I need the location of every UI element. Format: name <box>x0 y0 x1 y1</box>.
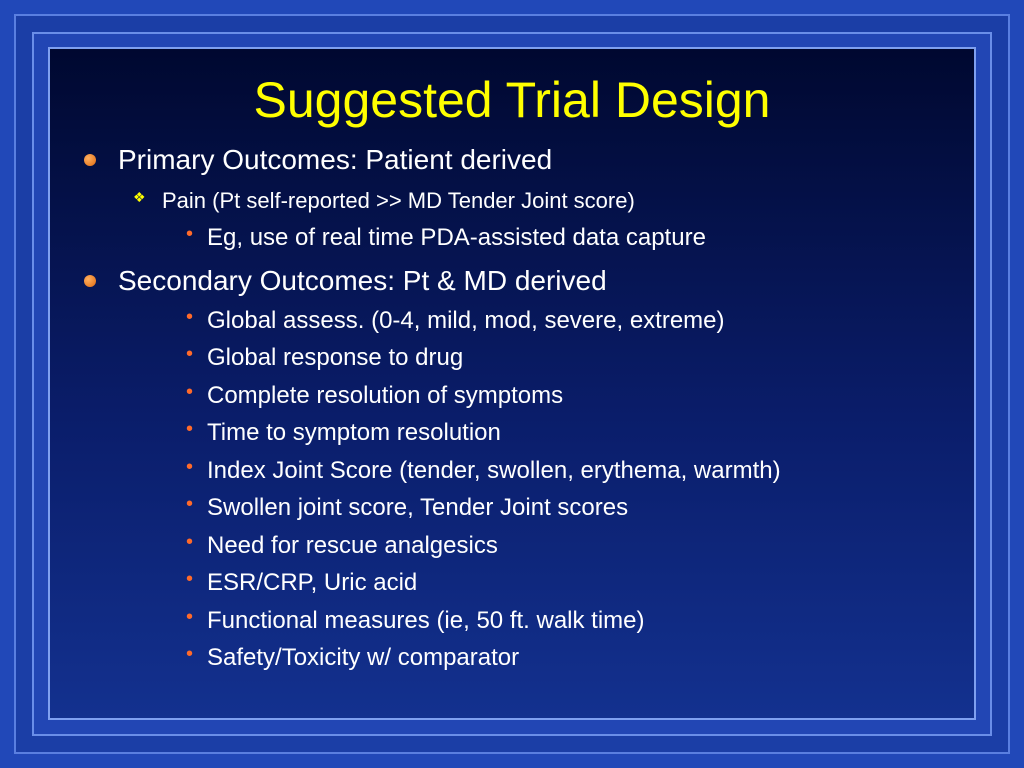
small-bullet-icon: • <box>186 493 194 515</box>
small-bullet-icon: • <box>186 606 194 628</box>
small-bullet-icon: • <box>186 343 194 365</box>
small-bullet-icon: • <box>186 381 194 403</box>
secondary-item: Global assess. (0-4, mild, mod, severe, extreme) <box>207 307 725 334</box>
secondary-item: Time to symptom resolution <box>207 419 501 446</box>
secondary-item: ESR/CRP, Uric acid <box>207 569 418 596</box>
secondary-outcomes-heading: Secondary Outcomes: Pt & MD derived <box>118 265 607 296</box>
small-bullet-icon: • <box>186 643 194 665</box>
secondary-item: Index Joint Score (tender, swollen, erythema, warmth) <box>207 457 781 484</box>
orange-bullet-icon <box>84 275 96 287</box>
secondary-item: Functional measures (ie, 50 ft. walk time) <box>207 607 645 634</box>
secondary-item: Swollen joint score, Tender Joint scores <box>207 494 629 521</box>
secondary-item: Complete resolution of symptoms <box>207 382 564 409</box>
slide-title: Suggested Trial Design <box>253 72 771 128</box>
small-bullet-icon: • <box>186 223 194 245</box>
secondary-item: Safety/Toxicity w/ comparator <box>207 644 520 671</box>
small-bullet-icon: • <box>186 568 194 590</box>
secondary-item: Need for rescue analgesics <box>207 532 498 559</box>
primary-outcomes-heading: Primary Outcomes: Patient derived <box>118 144 553 175</box>
small-bullet-icon: • <box>186 531 194 553</box>
small-bullet-icon: • <box>186 306 194 328</box>
secondary-item: Global response to drug <box>207 344 464 371</box>
orange-bullet-icon <box>84 154 96 166</box>
small-bullet-icon: • <box>186 456 194 478</box>
diamond-bullet-icon: ❖ <box>133 189 146 205</box>
small-bullet-icon: • <box>186 418 194 440</box>
primary-sub-item: Pain (Pt self-reported >> MD Tender Joint score) <box>162 188 635 213</box>
primary-detail-item: Eg, use of real time PDA-assisted data capture <box>207 224 706 251</box>
